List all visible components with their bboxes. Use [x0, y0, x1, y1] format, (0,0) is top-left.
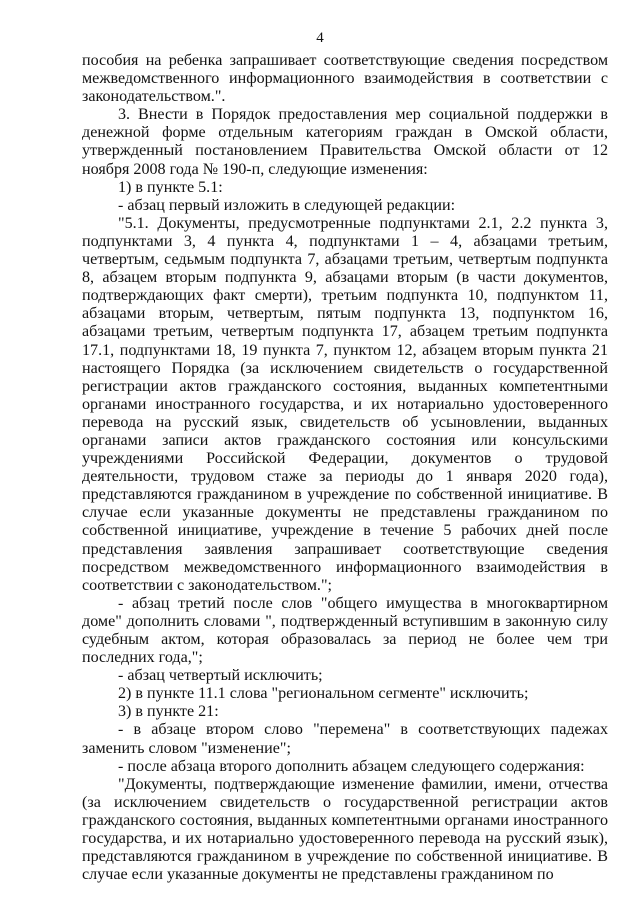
paragraph-quote-documents: "Документы, подтверждающие изменение фамилии, имени, отчества (за исключением свидетельств о государственной регистрации актов гражданского состояния, выданных компетентными органами иностранного государства, и их нотариально удостоверенного перевода на русский язык), представляются гражданином в учреждение по собственной инициативе. В случае если указанные документы не представлены гражданином по: [82, 775, 608, 884]
paragraph-dash-4: - в абзаце втором слово "перемена" в соответствующих падежах заменить словом "изменение";: [82, 721, 608, 757]
paragraph-dash-2: - абзац третий после слов "общего имущества в многоквартирном доме" дополнить словами ", подтвержденный вступившим в законную силу судебным актом, которая образовалась за период не более чем три последних года,";: [82, 594, 608, 667]
paragraph-item-3: 3. Внести в Порядок предоставления мер социальной поддержки в денежной форме отдельным категориям граждан в Омской области, утвержденный постановлением Правительства Омской области от 12 ноября 2008 года № 190-п, следующие изменения:: [82, 106, 608, 178]
paragraph-dash-5: - после абзаца второго дополнить абзацем следующего содержания:: [118, 757, 585, 775]
paragraph-subitem-1: 1) в пункте 5.1:: [118, 178, 223, 196]
paragraph-subitem-2: 2) в пункте 11.1 слова "региональном сегменте" исключить;: [118, 685, 529, 703]
paragraph-dash-3: - абзац четвертый исключить;: [118, 667, 323, 685]
paragraph-quote-5-1: "5.1. Документы, предусмотренные подпунктами 2.1, 2.2 пункта 3, подпунктами 3, 4 пункта 4, подпунктами 1 – 4, абзацами третьим, четвертым, седьмым подпункта 7, абзацами третьим, четвертым подпункта 8, абзацем вторым подпункта 9, абзацами вторым (в части документов, подтверждающих факт смерти), третьим подпункта 10, подпунктом 11, абзацами вторым, четвертым, пятым подпункта 13, подпунктом 16, абзацами третьим, четвертым подпункта 17, абзацем третьим подпункта 17.1, подпунктами 18, 19 пункта 7, пунктом 12, абзацем вторым пункта 21 настоящего Порядка (за исключением свидетельств о государственной регистрации актов гражданского состояния, выданных компетентными органами иностранного государства, и их нотариально удостоверенного перевода на русский язык, свидетельств об усыновлении, выданных органами записи актов гражданского состояния или консульскими учреждениями Российской Федерации, документов о трудовой деятельности, трудовом стаже за периоды до 1 января 2020 года), представляются гражданином в учреждение по собственной инициативе. В случае если указанные документы не представлены гражданином по собственной инициативе, учреждение в течение 5 рабочих дней после представления заявления запрашивает соответствующие сведения посредством межведомственного информационного взаимодействия в соответствии с законодательством.";: [82, 214, 608, 594]
paragraph-subitem-3: 3) в пункте 21:: [118, 703, 219, 721]
paragraph-dash-1: - абзац первый изложить в следующей редакции:: [118, 196, 456, 214]
document-body: [82, 52, 608, 884]
paragraph-continuation: пособия на ребенка запрашивает соответствующие сведения посредством межведомственного информационного взаимодействия в соответствии с законодательством.".: [82, 52, 608, 106]
page-number: 4: [316, 30, 324, 46]
